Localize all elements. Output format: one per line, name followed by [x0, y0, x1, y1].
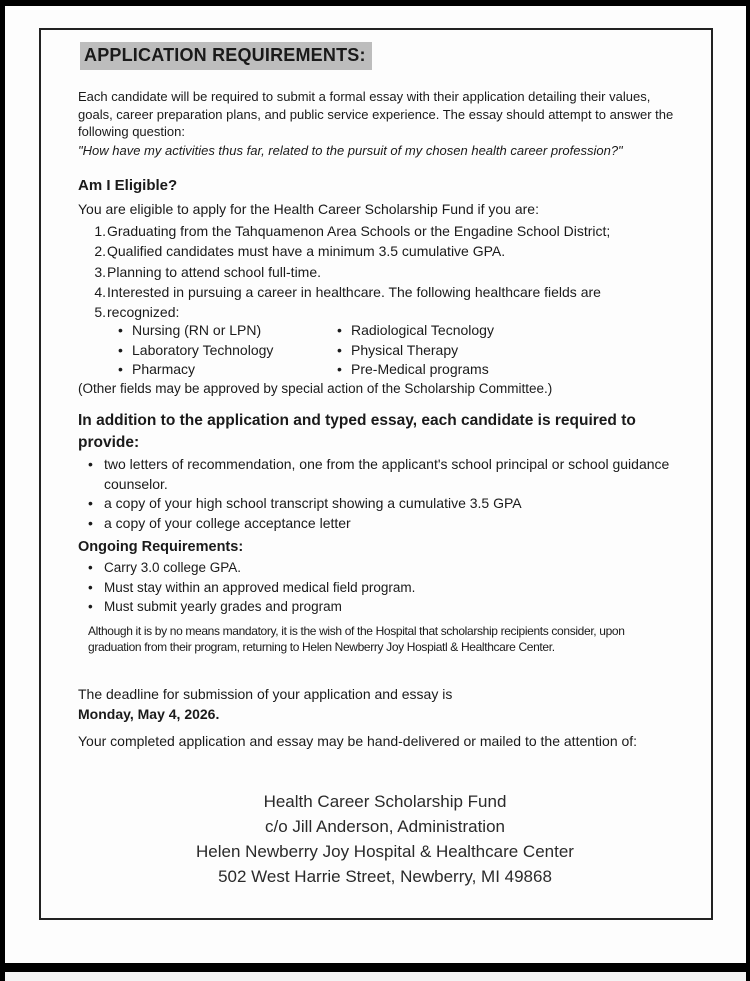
mailing-address [100, 789, 670, 889]
address-line-2: c/o Jill Anderson, Administration [264, 817, 505, 836]
address-line-3: Helen Newberry Joy Hospital & Healthcare Center [196, 842, 574, 861]
list-item: 4.Interested in pursuing a career in healthcare. The following healthcare fields are [94, 283, 601, 300]
list-item: • two letters of recommendation, one from the applicant's school principal or school guidance counselor. [88, 455, 673, 494]
list-item: • a copy of your high school transcript showing a cumulative 3.5 GPA [88, 494, 673, 514]
eligibility-heading: Am I Eligible? [78, 177, 178, 194]
return-wish-note: Although it is by no means mandatory, it is the wish of the Hospital that scholarship recipients consider, upon graduation from their program, returning to Helen Newberry Joy Hospiatl & Healthcare Center. [88, 624, 625, 654]
deadline-paragraph [78, 684, 452, 724]
deadline-date: Monday, May 4, 2026. [78, 706, 220, 722]
address-line-4: 502 West Harrie Street, Newberry, MI 49868 [218, 867, 552, 886]
ongoing-requirements-list [88, 558, 415, 617]
list-item: • Must stay within an approved medical field program. [88, 578, 415, 598]
deadline-text: The deadline for submission of your application and essay is [78, 686, 453, 702]
list-item: • Must submit yearly grades and program [88, 597, 415, 617]
list-item: • Nursing (RN or LPN) [118, 321, 273, 341]
address-line-1: Health Career Scholarship Fund [263, 792, 507, 811]
list-item: • Carry 3.0 college GPA. [88, 558, 415, 578]
list-item: • Radiological Tecnology [337, 321, 494, 341]
additional-requirements-list [88, 455, 673, 533]
page-title: APPLICATION REQUIREMENTS: [80, 42, 372, 70]
intro-paragraph: Each candidate will be required to submit a formal essay with their application detailing their values, goals, career preparation plans, and public service experience. The essay should attempt to answer the following question: [78, 89, 674, 139]
healthcare-fields-column-2 [337, 321, 494, 380]
healthcare-fields-column-1 [118, 321, 273, 380]
list-item: 2.Qualified candidates must have a minimum 3.5 cumulative GPA. [94, 243, 506, 260]
next-page-edge [5, 972, 746, 981]
eligibility-lead: You are eligible to apply for the Health Career Scholarship Fund if you are: [78, 201, 539, 217]
list-item: • a copy of your college acceptance letter [88, 514, 673, 534]
list-item: • Pharmacy [118, 360, 273, 380]
essay-question: "How have my activities thus far, related to the pursuit of my chosen health career profession?" [78, 143, 623, 158]
list-item: 3.Planning to attend school full-time. [94, 263, 322, 280]
list-item: 5.recognized: [94, 304, 180, 321]
list-item: 1.Graduating from the Tahquamenon Area Schools or the Engadine School District; [94, 223, 611, 239]
delivery-paragraph: Your completed application and essay may be hand-delivered or mailed to the attention of: [78, 733, 638, 749]
list-item: • Laboratory Technology [118, 341, 273, 361]
other-fields-note: (Other fields may be approved by special action of the Scholarship Committee.) [78, 381, 553, 396]
eligibility-criteria-list [78, 221, 678, 322]
list-item: • Physical Therapy [337, 341, 494, 361]
additional-requirements-heading: In addition to the application and typed essay, each candidate is required to provide: [78, 412, 636, 451]
ongoing-requirements-heading: Ongoing Requirements: [78, 539, 244, 555]
list-item: • Pre-Medical programs [337, 360, 494, 380]
